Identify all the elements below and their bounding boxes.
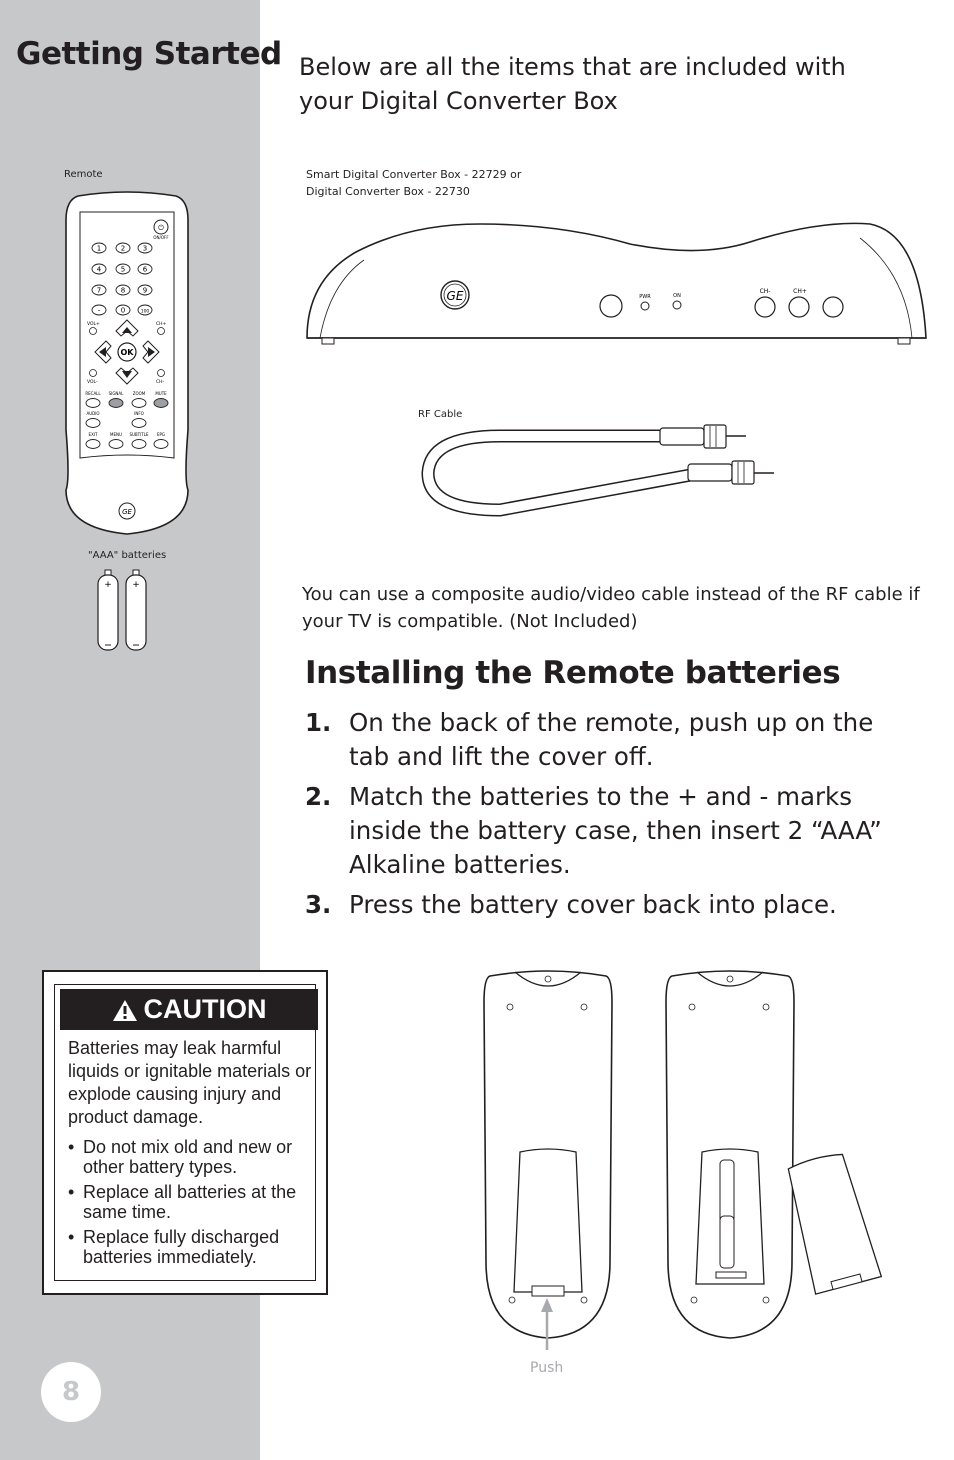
- digit-key-label: 6: [142, 265, 148, 274]
- battery-cover: [782, 1150, 882, 1294]
- remote-function-label: ZOOM: [132, 391, 146, 396]
- ok-label: OK: [120, 348, 134, 357]
- digit-key: [138, 285, 152, 295]
- ir-sensor: [600, 295, 622, 317]
- remote-function-label: SIGNAL: [108, 391, 124, 396]
- digit-key: [138, 305, 152, 315]
- converter-box-illustration: [300, 214, 934, 350]
- ch-minus-panel-label: CH-: [759, 288, 771, 295]
- caution-bullet: • Replace fully discharged batteries immediately.: [68, 1227, 318, 1267]
- step-item: [305, 706, 915, 774]
- remote-label: Remote: [64, 169, 103, 180]
- digit-key: [116, 243, 130, 253]
- vol-plus-label: VOL+: [87, 322, 100, 327]
- ge-logo-icon: [441, 281, 469, 309]
- step-number: 2.: [305, 782, 332, 811]
- step-number: 3.: [305, 890, 332, 919]
- svg-text:GE: GE: [446, 289, 464, 303]
- svg-text:+: +: [104, 580, 112, 590]
- digit-key-label: 3: [142, 244, 148, 253]
- digit-key: [92, 285, 106, 295]
- digit-key: [92, 243, 106, 253]
- caution-bullet: • Do not mix old and new or other battery types.: [68, 1137, 318, 1177]
- caution-heading-text: CAUTION: [143, 994, 267, 1024]
- warning-icon: [112, 998, 138, 1022]
- remote-illustration: [60, 190, 194, 538]
- digit-key-label: 2: [120, 244, 126, 253]
- step-number: 1.: [305, 708, 332, 737]
- remote-function-label: EPG: [156, 432, 166, 437]
- remote-function-label: EXIT: [88, 432, 98, 437]
- digit-key: [116, 305, 130, 315]
- digit-key: [138, 243, 152, 253]
- digit-key: [116, 264, 130, 274]
- ge-logo-icon: [119, 503, 135, 519]
- converter-label-line1: Smart Digital Converter Box - 22729 or: [306, 168, 522, 181]
- battery-install-diagram: [470, 962, 890, 1350]
- install-steps: [305, 706, 915, 928]
- push-label: Push: [530, 1360, 564, 1376]
- ch-plus-label: CH+: [156, 322, 167, 327]
- digit-key-label: -: [97, 306, 101, 315]
- digit-key: [138, 264, 152, 274]
- page-number-badge: 8: [41, 1362, 101, 1422]
- install-title: Installing the Remote batteries: [305, 655, 841, 691]
- rf-cable-illustration: [420, 418, 780, 522]
- vol-minus-label: VOL-: [87, 380, 98, 385]
- step-text: Press the battery cover back into place.: [349, 890, 837, 919]
- ch-plus-panel-label: CH+: [793, 288, 807, 295]
- ch-minus-label: CH-: [156, 380, 165, 385]
- digit-key-label: 100: [140, 309, 150, 315]
- remote-back-open: [666, 971, 881, 1338]
- composite-note: You can use a composite audio/video cable instead of the RF cable if your TV is compatible. (Not Included): [302, 584, 920, 632]
- caution-heading: [60, 989, 318, 1030]
- remote-function-label: AUDIO: [86, 411, 100, 416]
- digit-key: [116, 285, 130, 295]
- battery-icon: [126, 570, 146, 650]
- remote-function-label: INFO: [134, 411, 144, 416]
- digit-key-label: 0: [120, 306, 126, 315]
- section-title: Getting Started: [16, 36, 282, 72]
- step-item: [305, 888, 915, 922]
- intro-text: Below are all the items that are included with your Digital Converter Box: [299, 53, 846, 115]
- converter-label-line2: Digital Converter Box - 22730: [306, 185, 470, 198]
- rf-cable-label: RF Cable: [418, 409, 463, 420]
- svg-text:+: +: [132, 580, 140, 590]
- converter-label: [306, 166, 521, 200]
- digit-key-label: 1: [96, 244, 102, 253]
- power-label: ON/OFF: [153, 235, 169, 240]
- digit-key-label: 5: [120, 265, 126, 274]
- caution-bullets: [68, 1137, 318, 1267]
- svg-text:GE: GE: [122, 508, 132, 516]
- step-text: Match the batteries to the + and - marks inside the battery case, then insert 2 “AAA” Alkaline batteries.: [349, 782, 882, 879]
- remote-function-label: MENU: [110, 432, 122, 437]
- caution-body: [68, 1037, 318, 1272]
- digit-key-label: 9: [142, 286, 148, 295]
- digit-key-label: 4: [96, 265, 102, 274]
- battery-icon: [98, 570, 118, 650]
- digit-key: [92, 264, 106, 274]
- remote-back-closed: [484, 971, 612, 1350]
- caution-bullet: • Replace all batteries at the same time.: [68, 1182, 318, 1222]
- step-text: On the back of the remote, push up on the tab and lift the cover off.: [349, 708, 874, 771]
- digit-key-label: 7: [96, 286, 102, 295]
- coax-connector-icon: [688, 461, 774, 484]
- step-item: [305, 780, 915, 882]
- digit-key-label: 8: [120, 286, 126, 295]
- on-label: ON: [673, 293, 681, 299]
- batteries-label: "AAA" batteries: [88, 550, 167, 561]
- coax-connector-icon: [660, 425, 746, 448]
- power-button: [153, 220, 169, 240]
- svg-text:⏻: ⏻: [158, 224, 164, 232]
- aaa-batteries-illustration: [94, 568, 156, 654]
- remote-function-label: MUTE: [155, 391, 167, 396]
- caution-intro: Batteries may leak harmful liquids or ignitable materials or explode causing injury and product damage.: [68, 1038, 312, 1127]
- pwr-label: PWR: [639, 294, 651, 300]
- remote-function-label: RECALL: [85, 391, 101, 396]
- caution-box: [42, 970, 328, 1295]
- digit-key: [92, 305, 106, 315]
- remote-function-label: SUBTITLE: [129, 432, 149, 437]
